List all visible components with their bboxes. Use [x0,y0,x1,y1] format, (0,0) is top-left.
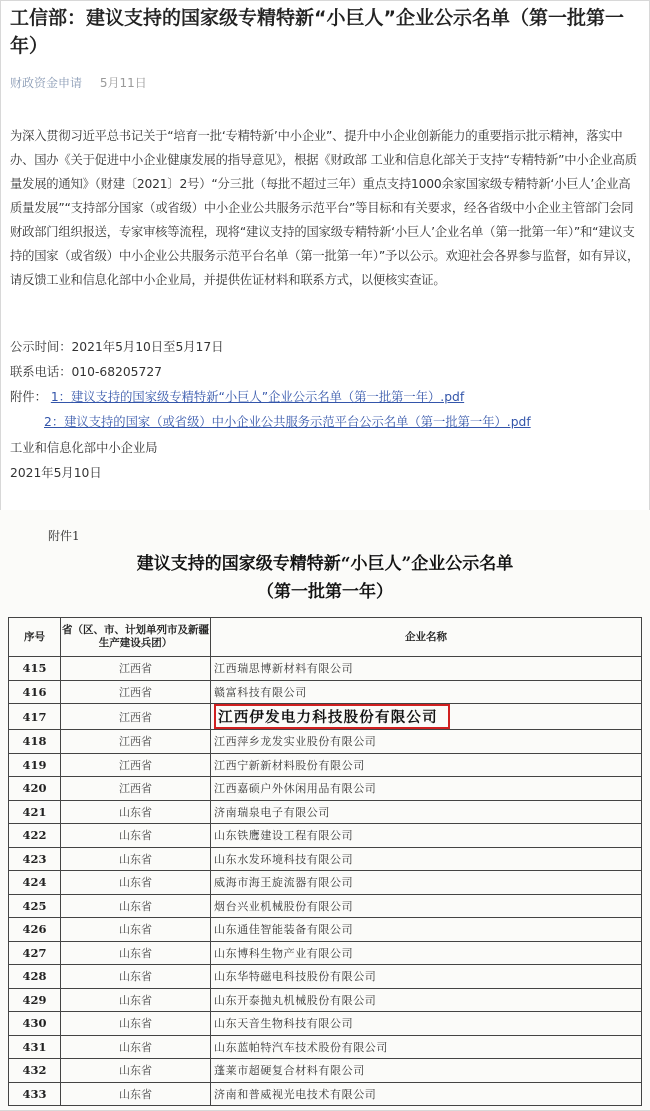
row-company: 山东铁鹰建设工程有限公司 [211,824,642,848]
row-company: 山东蓝帕特汽车技术股份有限公司 [211,1035,642,1059]
row-serial: 432 [9,1059,61,1083]
table-row [9,657,642,681]
document-attachment-label: 附件1 [48,529,80,543]
table-row [9,800,642,824]
table-row [9,941,642,965]
row-province: 山东省 [61,1059,211,1083]
table-row [9,1012,642,1036]
row-company [211,704,642,730]
table-row [9,988,642,1012]
signature-date: 2021年5月10日 [10,466,102,480]
row-serial: 425 [9,894,61,918]
row-province: 江西省 [61,704,211,730]
row-province: 山东省 [61,894,211,918]
row-province: 山东省 [61,941,211,965]
row-serial: 429 [9,988,61,1012]
row-province: 江西省 [61,777,211,801]
row-serial: 427 [9,941,61,965]
row-company: 山东水发环境科技有限公司 [211,847,642,871]
attachment-link-1[interactable]: 1：建议支持的国家级专精特新“小巨人”企业公示名单（第一批第一年）.pdf [50,390,465,404]
row-province: 山东省 [61,918,211,942]
row-province: 山东省 [61,800,211,824]
table-row [9,847,642,871]
article-meta [10,74,161,91]
table-row [9,1035,642,1059]
signature: 工业和信息化部中小企业局 [10,441,158,455]
attachment-link-2[interactable]: 2：建议支持的国家（或省级）中小企业公共服务示范平台公示名单（第一批第一年）.pdf [44,415,531,429]
row-company: 山东通佳智能装备有限公司 [211,918,642,942]
row-serial: 424 [9,871,61,895]
row-province: 江西省 [61,730,211,754]
row-company: 威海市海王旋流器有限公司 [211,871,642,895]
contact-phone: 联系电话：010-68205727 [10,365,162,379]
row-company: 江西嘉硕户外休闲用品有限公司 [211,777,642,801]
table-row [9,1059,642,1083]
row-serial: 418 [9,730,61,754]
table-row [9,918,642,942]
row-company: 赣富科技有限公司 [211,680,642,704]
row-company: 山东开泰抛丸机械股份有限公司 [211,988,642,1012]
row-company: 济南和普威视光电技术有限公司 [211,1082,642,1106]
table-row [9,871,642,895]
attachments-label: 附件： [10,390,47,404]
row-serial: 416 [9,680,61,704]
row-serial: 423 [9,847,61,871]
highlighted-company: 江西伊发电力科技股份有限公司 [214,704,450,729]
attachment-row-2 [44,412,531,430]
notice-period: 公示时间：2021年5月10日至5月17日 [10,340,224,354]
row-province: 山东省 [61,1035,211,1059]
row-serial: 431 [9,1035,61,1059]
article-source[interactable]: 财政资金申请 [10,76,83,90]
row-province: 山东省 [61,965,211,989]
article-body: 为深入贯彻习近平总书记关于“培育一批‘专精特新’中小企业”、提升中小企业创新能力的重要指示批示精神，落实中办、国办《关于促进中小企业健康发展的指导意见》，根据《财政部 工业和信息化部关于支持“专精特新”中小企业高质量发展的通知》（财建〔2021〕2号）“分三批（每批不超过三年）重点支持1000余家国家级专精特新‘小巨人’企业高质量发展”“支持部分国家（或省级）中小企业公共服务示范平台”等目标和有关要求，经各省级中小企业主管部门会同财政部门组织报送，专家审核等流程，现将“建议支持的国家级专精特新‘小巨人’企业名单（第一批第一年）”和“建议支持的国家（或省级）中小企业公共服务示范平台名单（第一批第一年）”予以公示。欢迎社会各界参与监督，如有异议，请反馈工业和信息化部中小企业局，并提供佐证材料和联系方式，以便核实查证。 [10,129,640,287]
table-row [9,777,642,801]
row-province: 山东省 [61,988,211,1012]
row-province: 山东省 [61,824,211,848]
company-list-table [8,617,642,1106]
row-province: 江西省 [61,657,211,681]
row-serial: 419 [9,753,61,777]
row-province: 江西省 [61,680,211,704]
row-serial: 433 [9,1082,61,1106]
row-company: 济南瑞泉电子有限公司 [211,800,642,824]
row-company: 山东天音生物科技有限公司 [211,1012,642,1036]
table-row [9,704,642,730]
row-company: 江西萍乡龙发实业股份有限公司 [211,730,642,754]
row-province: 山东省 [61,1082,211,1106]
row-serial: 426 [9,918,61,942]
row-company: 烟台兴业机械股份有限公司 [211,894,642,918]
row-company: 蓬莱市超硬复合材料有限公司 [211,1059,642,1083]
table-row [9,753,642,777]
article-date: 5月11日 [99,76,147,90]
row-province: 山东省 [61,847,211,871]
table-row [9,730,642,754]
header-province: 省（区、市、计划单列市及新疆生产建设兵团） [61,618,211,657]
document-title: 建议支持的国家级专精特新“小巨人”企业公示名单 [136,554,514,574]
table-row [9,965,642,989]
table-header-row [9,618,642,657]
row-province: 江西省 [61,753,211,777]
row-serial: 428 [9,965,61,989]
header-serial: 序号 [9,618,61,657]
document-subtitle: （第一批第一年） [257,582,393,602]
row-company: 山东博科生物产业有限公司 [211,941,642,965]
row-company: 山东华特磁电科技股份有限公司 [211,965,642,989]
attachments-row [10,387,464,405]
row-company: 江西瑞思博新材料有限公司 [211,657,642,681]
row-serial: 422 [9,824,61,848]
row-serial: 430 [9,1012,61,1036]
header-company: 企业名称 [211,618,642,657]
article-title: 工信部：建议支持的国家级专精特新“小巨人”企业公示名单（第一批第一年） [10,7,624,57]
row-serial: 420 [9,777,61,801]
table-row [9,680,642,704]
table-row [9,1082,642,1106]
row-province: 山东省 [61,871,211,895]
row-serial: 421 [9,800,61,824]
table-row [9,824,642,848]
row-province: 山东省 [61,1012,211,1036]
row-company: 江西宁新新材料股份有限公司 [211,753,642,777]
row-serial: 417 [9,704,61,730]
row-serial: 415 [9,657,61,681]
table-row [9,894,642,918]
